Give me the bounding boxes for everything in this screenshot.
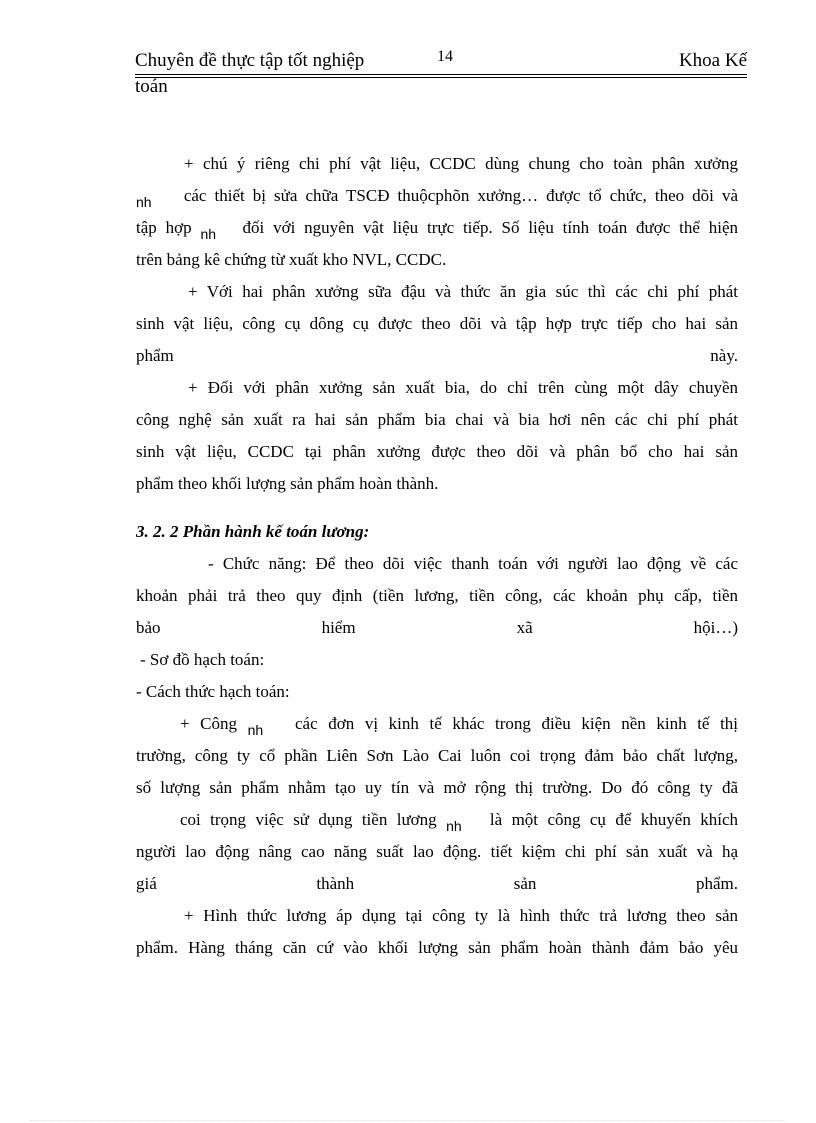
line-word: phẩm.: [695, 874, 738, 893]
paragraph-line: trên bảng kê chứng từ xuất kho NVL, CCDC.: [136, 250, 447, 269]
line-text: đối với nguyên vật liệu trực tiếp. Số liệu tính toán được thể hiện: [242, 218, 739, 237]
line-word: xã: [516, 618, 533, 637]
paragraph-line: phẩm. Hàng tháng căn cứ vào khối lượng sản phẩm hoàn thành đảm bảo yêu: [136, 938, 738, 957]
paragraph-line: [136, 612, 738, 644]
page-number: 14: [437, 48, 453, 65]
paragraph-line: - Sơ đồ hạch toán:: [140, 650, 265, 669]
paragraph-line: sinh vật liệu, CCDC tại phân xưởng được theo dõi và phân bổ cho hai sản: [136, 442, 738, 461]
garbled-fragment: nh: [136, 194, 152, 210]
paragraph-line: + Với hai phân xưởng sữa đậu và thức ăn gia súc thì các chi phí phát: [188, 282, 738, 301]
paragraph-line: [136, 804, 738, 836]
page-header: [135, 50, 747, 75]
line-word: bảo: [136, 618, 161, 637]
paragraph-line: số lượng sản phẩm nhằm tạo uy tín và mở rộng thị trường. Do đó công ty đã: [136, 778, 738, 797]
line-text: tập hợp: [136, 218, 192, 237]
document-body: [136, 148, 738, 964]
paragraph-line: + Hình thức lương áp dụng tại công ty là hình thức trả lương theo sản: [184, 906, 738, 925]
line-word: hiểm: [321, 618, 356, 637]
garbled-fragment: nh: [247, 722, 264, 738]
garbled-fragment: nh: [200, 226, 217, 242]
line-word: sản: [513, 874, 537, 893]
line-text: phẩm: [136, 346, 174, 365]
section-heading: 3. 2. 2 Phần hành kế toán lương:: [136, 522, 370, 541]
header-title-left: Chuyên đề thực tập tốt nghiệp: [135, 50, 365, 71]
paragraph-line: + Đối với phân xưởng sản xuất bia, do chỉ trên cùng một dây chuyền: [188, 378, 738, 397]
paragraph-line: trường, công ty cổ phần Liên Sơn Lào Cai luôn coi trọng đảm bảo chất lượng,: [136, 746, 738, 765]
paragraph-line: phẩm theo khối lượng sản phẩm hoàn thành.: [136, 474, 439, 493]
line-text: là một công cụ để khuyến khích: [489, 810, 739, 829]
paragraph-line: [136, 708, 738, 740]
line-text: coi trọng việc sử dụng tiền lương: [180, 810, 437, 829]
paragraph-line: khoản phải trả theo quy định (tiền lương, tiền công, các khoản phụ cấp, tiền: [136, 586, 738, 605]
line-text: này.: [710, 346, 738, 365]
line-text: các đơn vị kinh tế khác trong điều kiện nền kinh tế thị: [295, 714, 739, 733]
paragraph-line: + chú ý riêng chi phí vật liệu, CCDC dùng chung cho toàn phân xưởng: [184, 154, 738, 173]
line-word: giá: [136, 874, 157, 893]
garbled-fragment: nh: [446, 818, 462, 834]
page-bottom-rule: [30, 1120, 786, 1121]
line-text: các thiết bị sửa chữa TSCĐ thuộcphõn xưởng… được tổ chức, theo dõi và: [183, 186, 739, 205]
line-word: thành: [316, 874, 355, 893]
paragraph-line: [136, 340, 738, 372]
line-word: hội…): [693, 618, 739, 637]
paragraph-line: công nghệ sản xuất ra hai sản phẩm bia chai và bia hơi nên các chi phí phát: [136, 410, 738, 429]
line-text: + Công: [180, 714, 238, 733]
header-title-continued: toán: [135, 76, 168, 97]
paragraph-line: [136, 212, 738, 244]
paragraph-line: - Cách thức hạch toán:: [136, 682, 290, 701]
paragraph-line: [136, 868, 738, 900]
paragraph-line: - Chức năng: Để theo dõi việc thanh toán với người lao động về các: [208, 554, 738, 573]
paragraph-line: sinh vật liệu, công cụ dông cụ được theo dõi và tập hợp trực tiếp cho hai sản: [136, 314, 738, 333]
paragraph-line: người lao động nâng cao năng suất lao động. tiết kiệm chi phí sản xuất và hạ: [136, 842, 738, 861]
header-title-right: Khoa Kế: [678, 50, 747, 71]
paragraph-line: [136, 180, 738, 212]
